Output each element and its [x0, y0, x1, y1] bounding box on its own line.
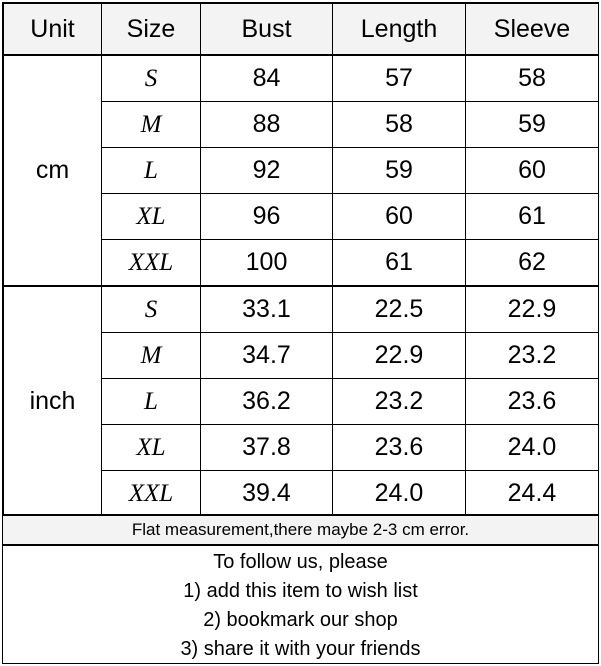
- follow-us-section: [3, 548, 598, 663]
- length-cell: 22.9: [333, 333, 466, 379]
- length-cell: 24.0: [333, 471, 466, 517]
- length-cell: 23.6: [333, 425, 466, 471]
- bust-cell: 37.8: [201, 425, 333, 471]
- size-cell: S: [102, 55, 201, 102]
- bust-cell: 84: [201, 55, 333, 102]
- follow-step-share: 3) share it with your friends: [180, 637, 421, 660]
- follow-step-wishlist: 1) add this item to wish list: [183, 579, 418, 602]
- bust-cell: 39.4: [201, 471, 333, 517]
- measurement-note: [3, 514, 598, 546]
- bust-cell: 96: [201, 194, 333, 240]
- size-table: [3, 3, 599, 517]
- header-length: Length: [333, 4, 466, 56]
- length-cell: 57: [333, 55, 466, 102]
- bust-cell: 33.1: [201, 286, 333, 333]
- unit-cell-cm: cm: [4, 55, 102, 286]
- size-cell: M: [102, 333, 201, 379]
- follow-step-bookmark: 2) bookmark our shop: [203, 608, 398, 631]
- table-row: [4, 286, 599, 333]
- sleeve-cell: 58: [466, 55, 599, 102]
- bust-cell: 88: [201, 102, 333, 148]
- unit-cell-inch: inch: [4, 286, 102, 517]
- sleeve-cell: 23.2: [466, 333, 599, 379]
- header-sleeve: Sleeve: [466, 4, 599, 56]
- size-cell: M: [102, 102, 201, 148]
- sleeve-cell: 24.4: [466, 471, 599, 517]
- sleeve-cell: 60: [466, 148, 599, 194]
- sleeve-cell: 59: [466, 102, 599, 148]
- length-cell: 61: [333, 240, 466, 287]
- bust-cell: 36.2: [201, 379, 333, 425]
- header-bust: Bust: [201, 4, 333, 56]
- bust-cell: 92: [201, 148, 333, 194]
- sleeve-cell: 62: [466, 240, 599, 287]
- length-cell: 58: [333, 102, 466, 148]
- length-cell: 22.5: [333, 286, 466, 333]
- sleeve-cell: 24.0: [466, 425, 599, 471]
- size-cell: XXL: [102, 471, 201, 517]
- measurement-note-text: Flat measurement,there maybe 2-3 cm error.: [131, 520, 470, 539]
- length-cell: 59: [333, 148, 466, 194]
- sleeve-cell: 23.6: [466, 379, 599, 425]
- size-cell: L: [102, 379, 201, 425]
- size-cell: S: [102, 286, 201, 333]
- bust-cell: 100: [201, 240, 333, 287]
- sleeve-cell: 61: [466, 194, 599, 240]
- size-chart: [2, 2, 599, 664]
- sleeve-cell: 22.9: [466, 286, 599, 333]
- size-cell: XL: [102, 425, 201, 471]
- length-cell: 23.2: [333, 379, 466, 425]
- bust-cell: 34.7: [201, 333, 333, 379]
- header-unit: Unit: [4, 4, 102, 56]
- length-cell: 60: [333, 194, 466, 240]
- table-row: [4, 55, 599, 102]
- size-cell: XL: [102, 194, 201, 240]
- size-cell: XXL: [102, 240, 201, 287]
- follow-title: To follow us, please: [213, 550, 388, 573]
- size-cell: L: [102, 148, 201, 194]
- header-size: Size: [102, 4, 201, 56]
- table-header-row: [4, 4, 599, 56]
